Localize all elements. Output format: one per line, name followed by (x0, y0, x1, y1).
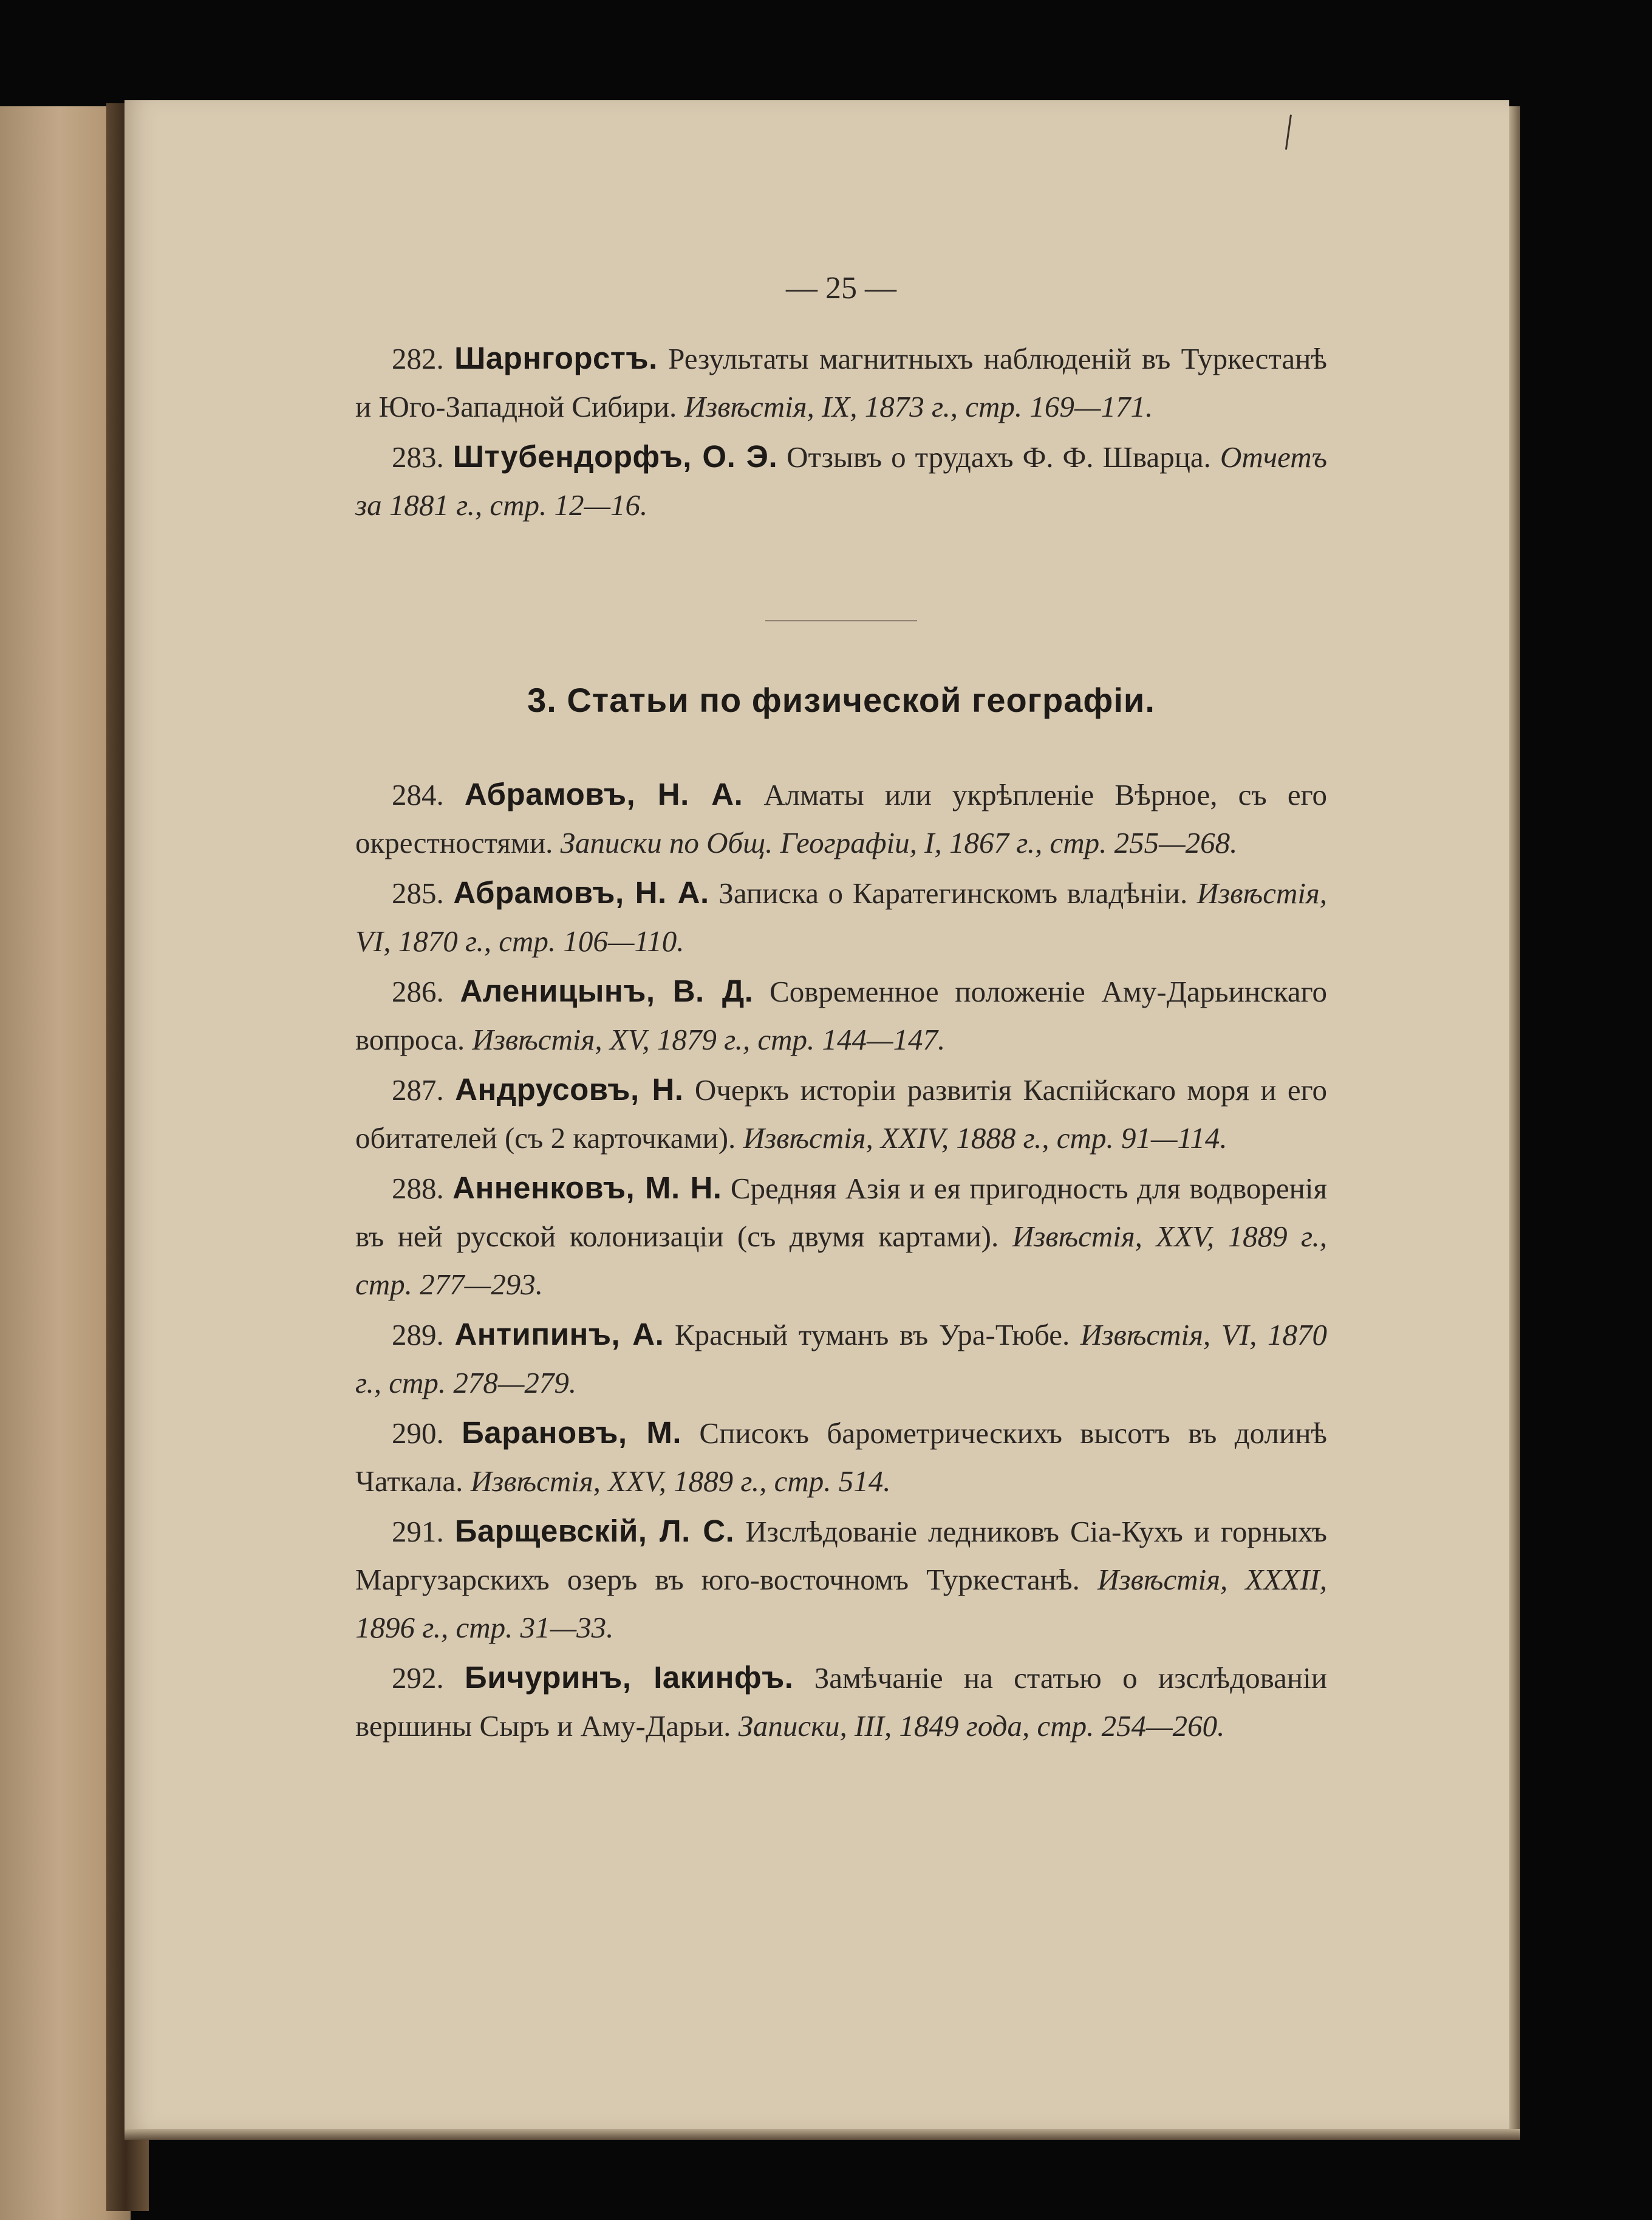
entry-number: 282. (392, 342, 444, 375)
entry-source: Извѣстія, IX, 1873 г., стр. 169—171. (684, 390, 1153, 423)
bibliography-entry (355, 1310, 1327, 1407)
entry-source: Извѣстія, XXV, 1889 г., стр. 514. (470, 1464, 891, 1498)
bibliography-entry (355, 869, 1327, 965)
entry-author: Барщевскій, Л. С. (454, 1514, 735, 1548)
entry-number: 290. (392, 1416, 444, 1450)
bibliography-entry (355, 1065, 1327, 1162)
entry-number: 287. (392, 1073, 444, 1107)
page-bottom-edge (125, 2129, 1520, 2140)
entry-title: Отзывъ о трудахъ Ф. Ф. Шварца. (787, 440, 1211, 474)
section-heading: 3. Статьи по физической географіи. (527, 681, 1155, 719)
entry-number: 286. (392, 975, 444, 1008)
entry-author: Абрамовъ, Н. А. (453, 875, 709, 910)
entry-title: Замѣчаніе на статью о изслѣдованіи вершины Сыръ и Аму-Дарьи. (355, 1661, 1327, 1743)
bibliography-entry (355, 334, 1327, 431)
entry-number: 292. (392, 1661, 444, 1695)
entry-number: 283. (392, 440, 444, 474)
entry-title: Современное положеніе Аму-Дарьинскаго вопроса. (355, 975, 1328, 1056)
entry-source: Записки по Общ. Географіи, I, 1867 г., стр. 255—268. (560, 826, 1238, 859)
bibliography-entry (355, 1164, 1327, 1308)
bibliography-entry (355, 770, 1327, 867)
entry-author: Аленицынъ, В. Д. (460, 974, 754, 1008)
entry-author: Шарнгорстъ. (454, 341, 658, 375)
bibliography-entry (355, 432, 1327, 529)
entry-author: Абрамовъ, Н. А. (464, 777, 743, 811)
page-number: — 25 — (786, 271, 896, 306)
entry-number: 284. (392, 778, 444, 811)
entry-source: Записки, III, 1849 года, стр. 254—260. (738, 1709, 1225, 1743)
entry-title: Красный туманъ въ Ура-Тюбе. (675, 1318, 1070, 1351)
bibliography-entry (355, 1653, 1327, 1750)
page-content (355, 261, 1327, 1752)
entry-author: Антипинъ, А. (454, 1317, 664, 1351)
entry-number: 285. (392, 876, 444, 910)
entry-number: 288. (392, 1172, 444, 1205)
entry-title: Очеркъ исторіи развитія Каспійскаго моря и его обитателей (съ 2 карточками). (355, 1073, 1328, 1155)
entry-source: Извѣстія, XXV, 1889 г., стр. 277—293. (355, 1220, 1328, 1301)
bibliography-entry (355, 967, 1327, 1064)
bibliography-entry (355, 1409, 1327, 1505)
entry-author: Барановъ, М. (462, 1415, 682, 1450)
entry-source: Извѣстія, VI, 1870 г., стр. 278—279. (355, 1318, 1328, 1399)
entry-source: Извѣстія, XXXII, 1896 г., стр. 31—33. (355, 1563, 1327, 1644)
entry-title: Результаты магнитныхъ наблюденій въ Туркестанѣ и Юго-Западной Сибири. (355, 342, 1328, 423)
entry-source: Отчетъ за 1881 г., стр. 12—16. (355, 440, 1328, 522)
entry-number: 289. (392, 1318, 444, 1351)
entry-title: Алматы или укрѣпленіе Вѣрное, съ его окрестностями. (355, 778, 1327, 859)
entry-author: Штубендорфъ, О. Э. (452, 439, 778, 474)
entry-source: Извѣстія, XXIV, 1888 г., стр. 91—114. (743, 1121, 1227, 1155)
section-divider (765, 620, 917, 621)
entry-author: Андрусовъ, Н. (455, 1072, 684, 1107)
entry-number: 291. (392, 1515, 444, 1548)
entry-title: Списокъ барометрическихъ высотъ въ долинѣ Чаткала. (355, 1416, 1328, 1498)
entry-title: Изслѣдованіе ледниковъ Сіа-Кухъ и горныхъ Маргузарскихъ озеръ въ юго-восточномъ Туркестанѣ. (355, 1515, 1328, 1596)
entry-title: Средняя Азія и ея пригодность для водворенія въ ней русской колонизаціи (съ двумя картами). (355, 1172, 1328, 1253)
entry-source: Извѣстія, XV, 1879 г., стр. 144—147. (472, 1023, 946, 1056)
bibliography-entry (355, 1507, 1327, 1651)
entry-author: Анненковъ, М. Н. (452, 1170, 722, 1205)
entry-title: Записка о Каратегинскомъ владѣніи. (718, 876, 1188, 910)
page-right-edge (1509, 106, 1520, 2129)
entry-source: Извѣстія, VI, 1870 г., стр. 106—110. (355, 876, 1328, 958)
entry-author: Бичуринъ, Іакинфъ. (465, 1660, 794, 1695)
